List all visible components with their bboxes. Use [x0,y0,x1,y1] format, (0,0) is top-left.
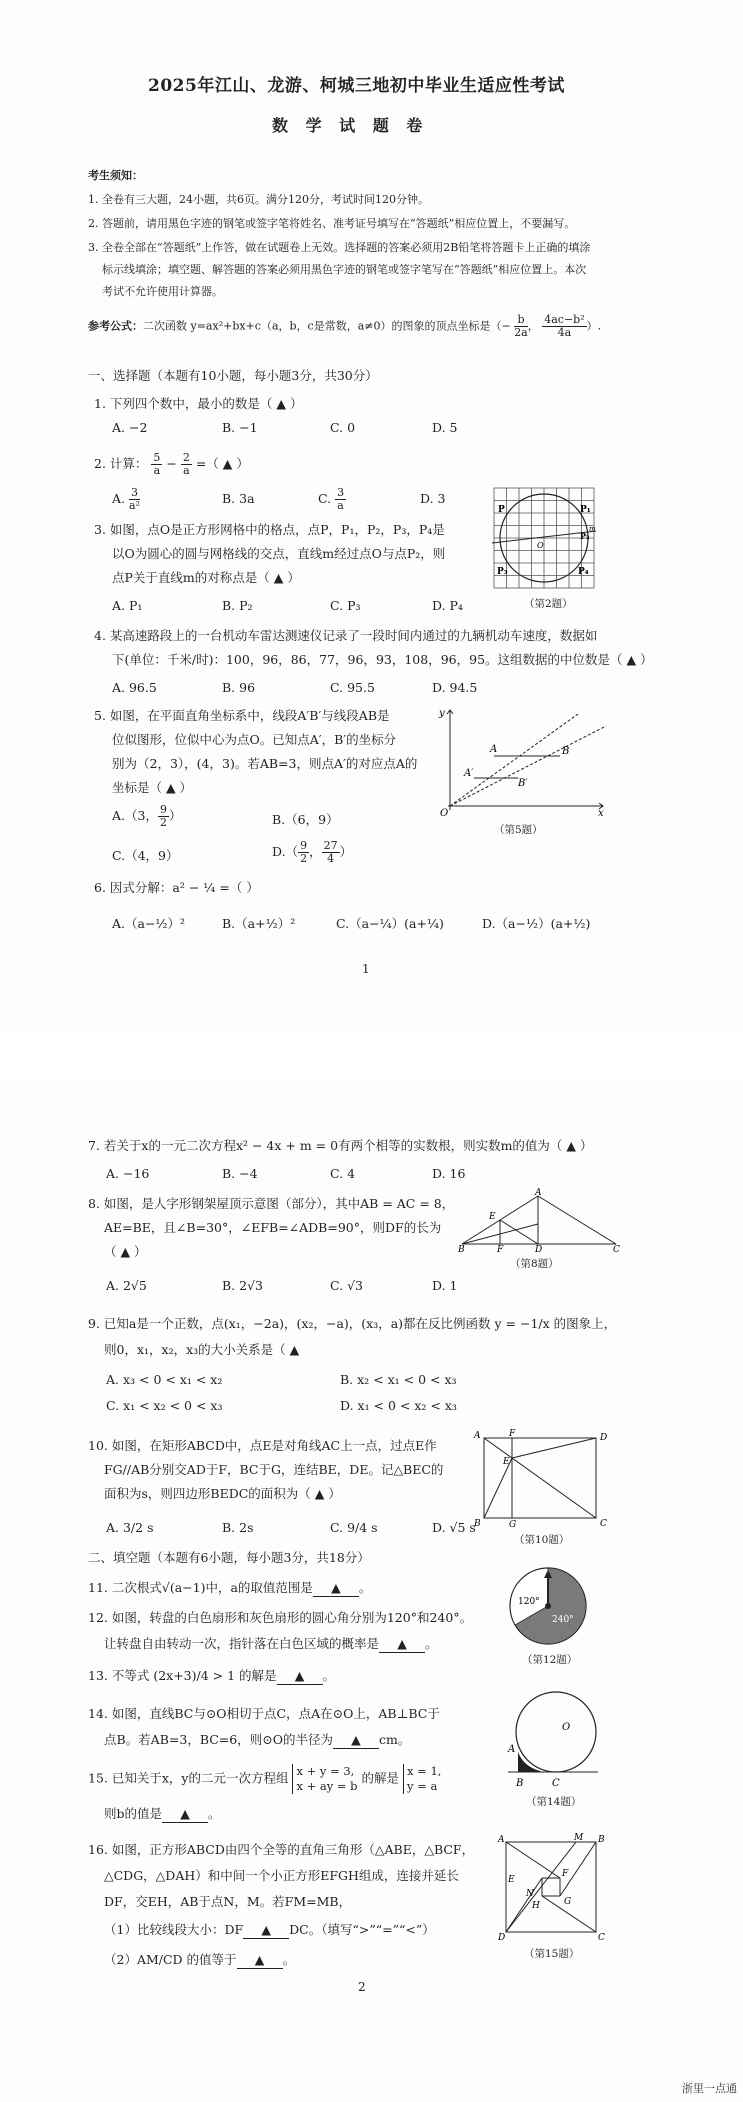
fig14-label: O [562,1722,571,1733]
q15-eq-1: x + y = 3, [296,1764,355,1778]
q6-option-b: B.（a+½）² [222,916,296,931]
fig10-label: G [509,1520,517,1530]
q5-opt-d-den: 4 [327,852,335,865]
q5-opt-d-pre: D.（ [272,844,299,859]
fig8-label: A [535,1188,542,1198]
q3-option-d: D. P₄ [432,598,463,613]
notice-line: 3. 全卷全部在“答题纸”上作答，做在试题卷上无效。选择题的答案必须用2B铅笔将答题卡上正确的填涂 [88,241,591,254]
question-9-line: 则0，x₁，x₂，x₃的大小关系是（ ▲ [104,1342,300,1357]
figure-14-tangent-circle [504,1684,600,1792]
q6-option-c: C.（a−¼）(a+¼) [336,916,444,931]
q15-sol-2: y = a [407,1779,438,1793]
q2-opt-c-label: C. [318,491,332,506]
q15-mid: 的解是 [361,1770,400,1786]
q13-text: 13. 不等式 (2x+3)/4 > 1 的解是 [88,1668,277,1683]
question-12-line: 让转盘自由转动一次，指针落在白色区域的概率是 ▲ 。 [104,1636,438,1651]
question-8-line: （ ▲ ） [104,1244,147,1259]
fig16-label: F [562,1869,569,1879]
fig2-label: P₄ [578,567,589,577]
fig10-label: E [503,1457,510,1467]
q9-option-c: C. x₁ < x₂ < 0 < x₃ [106,1398,223,1413]
fig2-label: P₂ [580,531,590,541]
figure-5-caption: （第5题） [494,824,543,836]
figure-16-square-pinwheel [496,1832,604,1942]
q3-option-a: A. P₁ [112,598,143,613]
q14-unit: cm。 [378,1732,411,1747]
q16-part1-tail: DC。（填写“>”“=”“<”） [289,1922,435,1937]
q6-option-d: D.（a−½）(a+½) [482,916,591,931]
fig14-label: A [508,1744,516,1755]
q5-opt-d-num: 27 [323,839,338,852]
q2-text: 2. 计算： [94,456,148,471]
question-10-line: 10. 如图，在矩形ABCD中，点E是对角线AC上一点，过点E作 [88,1438,437,1453]
q2-option-a [112,487,140,512]
question-16-part-1 [104,1922,435,1939]
fig2-label: m [589,525,596,533]
exam-title: 2025年江山、龙游、柯城三地初中毕业生适应性考试 [148,76,565,96]
question-6: 6. 因式分解：a² − ¼ =（ ） [94,880,259,895]
question-5-line: 别为（2，3），(4，3)。若AB=3，则点A′的对应点A的 [112,756,418,771]
q5-option-c: C.（4，9） [112,848,179,863]
q10-option-d: D. √5 s [432,1520,476,1535]
question-16-part-2: （2）AM/CD 的值等于 ▲ 。 [104,1952,296,1967]
q10-option-c: C. 9/4 s [330,1520,378,1535]
q5-opt-a-end: ） [168,808,182,823]
formula-text: 二次函数 y=ax²+bx+c（a，b，c是常数，a≠0）的图象的顶点坐标是（− [143,319,511,333]
q16-part1-blank[interactable]: ▲ [243,1922,289,1939]
question-5-line: 位似图形，位似中心为点O。已知点A′，B′的坐标分 [112,732,397,747]
q15-eq-2: x + ay = b [296,1779,358,1793]
fig16-label: G [564,1897,572,1907]
section-1-heading: 一、选择题（本题有10小题，每小题3分，共30分） [88,368,378,383]
q16-part1-text: （1）比较线段大小：DF [104,1922,244,1937]
question-4-line: 4. 某高速路段上的一台机动车雷达测速仪记录了一段时间内通过的九辆机动车速度，数据如 [94,628,598,643]
question-7: 7. 若关于x的一元二次方程x² − 4x + m = 0有两个相等的实数根，则实数m的值为（ ▲ ） [88,1138,593,1153]
fig16-label: H [532,1901,540,1911]
fig8-label: F [497,1245,504,1255]
notice-line: 2. 答题前，请用黑色字迹的钢笔或签字笔将姓名、准考证号填写在“答题纸”相应位置上，不要漏写。 [88,217,576,230]
fig10-label: A [474,1431,481,1441]
question-16-line: △CDG，△DAH）和中间一个小正方形EFGH组成，连接并延长 [104,1868,459,1883]
q7-option-a: A. −16 [106,1166,150,1181]
fig2-label: P [498,505,505,515]
q7-option-b: B. −4 [222,1166,258,1181]
fig16-label: E [508,1875,515,1885]
question-5-line: 5. 如图，在平面直角坐标系中，线段A′B′与线段AB是 [94,708,390,723]
q7-option-c: C. 4 [330,1166,356,1181]
q2-end: =（ ▲ ） [195,456,249,471]
reference-formula: 参考公式：二次函数 y=ax²+bx+c（a，b，c是常数，a≠0）的图象的顶点坐标是（− $\frac{b}{2a}$ ， $\frac{\text{4ac−b²}}{4a}$ ）. [88,313,602,339]
figure-14-caption: （第14题） [526,1796,582,1808]
fig16-label: D [498,1933,506,1943]
q16-part2-blank[interactable]: ▲ [237,1952,283,1969]
q3-option-c: C. P₃ [330,598,361,613]
q12-text: 让转盘自由转动一次，指针落在白色区域的概率是 [104,1636,380,1651]
notice-line: 考试不允许使用计算器。 [102,285,223,298]
figure-2-caption: （第2题） [524,598,573,610]
fig16-label: C [598,1933,605,1943]
figure-10-rectangle [472,1428,612,1528]
q15-answer-blank[interactable]: ▲ [162,1806,208,1823]
fig2-label: O [537,541,544,550]
q5-option-b: B.（6，9） [272,812,339,827]
q10-option-b: B. 2s [222,1520,254,1535]
q2-opt-a-den: a² [129,499,140,512]
question-8-line: 8. 如图，是人字形钢架屋顶示意图（部分），其中AB = AC = 8， [88,1196,455,1211]
fig5-label: B [562,746,570,757]
question-11: 11. 二次根式√(a−1)中，a的取值范围是 ▲ 。 [88,1580,372,1595]
q5-opt-a-pre: A.（3， [112,808,158,823]
q2-option-d: D. 3 [420,491,446,506]
notice-heading: 考生须知： [88,169,143,182]
fig10-label: C [600,1519,607,1529]
q15-system [292,1764,357,1794]
fig2-label: P₁ [580,505,591,515]
fig16-label: N [526,1889,534,1899]
figure-5-similar-segments [438,706,608,819]
fig8-label: D [535,1245,543,1255]
question-14-line [104,1732,410,1749]
question-12-line: 12. 如图，转盘的白色扇形和灰色扇形的圆心角分别为120°和240°。 [88,1610,473,1625]
q4-option-a: A. 96.5 [112,680,157,695]
fig14-label: B [516,1778,524,1789]
q1-option-c: C. 0 [330,420,356,435]
fig16-label: A [498,1835,505,1845]
question-5-line: 坐标是（ ▲ ） [112,780,193,795]
q2-minus: − [166,456,177,471]
exam-page-2 [0,1080,743,2102]
question-14-line: 14. 如图，直线BC与⊙O相切于点C，点A在⊙O上，AB⊥BC于 [88,1706,440,1721]
q10-option-a: A. 3/2 s [106,1520,154,1535]
q5-opt-d-num: 9 [300,839,308,852]
q12-answer-blank[interactable]: ▲ [379,1636,425,1653]
figure-2-grid-circle [492,486,596,590]
figure-8-caption: （第8题） [510,1258,559,1270]
q2-option-b: B. 3a [222,491,255,506]
fig10-label: B [474,1519,481,1529]
fig8-label: E [489,1212,496,1222]
q2-frac-num: 2 [182,451,190,464]
figure-12-spinner [506,1564,590,1648]
q2-frac-num: 5 [153,451,161,464]
fig16-label: M [574,1833,584,1843]
q4-option-d: D. 94.5 [432,680,478,695]
fig16-label: B [598,1835,605,1845]
q5-opt-d-end: ） [339,844,353,859]
fig8-label: C [613,1245,620,1255]
fig10-label: F [509,1429,516,1439]
section-2-heading: 二、填空题（本题有6小题，每小题3分，共18分） [88,1550,370,1565]
page-gap [0,1030,743,1080]
q2-option-c [318,487,346,512]
question-3-line: 3. 如图，点O是正方形网格中的格点，点P，P₁，P₂，P₃，P₄是 [94,522,445,537]
q11-text: 11. 二次根式√(a−1)中，a的取值范围是 [88,1580,313,1595]
q8-option-a: A. 2√5 [106,1278,147,1293]
watermark: 浙里一点通 [682,2082,737,2095]
fig14-label: C [552,1778,560,1789]
figure-8-roof-truss [456,1188,622,1255]
fig5-label: A′ [464,768,474,779]
q9-option-d: D. x₁ < 0 < x₂ < x₃ [340,1398,457,1413]
figure-10-caption: （第10题） [514,1534,570,1546]
q2-opt-a-label: A. [112,491,126,506]
q7-option-d: D. 16 [432,1166,466,1181]
formula-end: ）. [586,319,602,333]
q5-opt-d-den: 2 [300,852,308,865]
question-16-line: DF，交EH，AB于点N，M。若FM=MB， [104,1894,352,1909]
q15-sol-1: x = 1, [407,1764,442,1778]
q4-option-b: B. 96 [222,680,256,695]
question-1: 1. 下列四个数中，最小的数是（ ▲ ） [94,396,303,411]
q2-opt-c-num: 3 [337,486,345,499]
fig8-label: B [458,1245,465,1255]
q3-option-b: B. P₂ [222,598,253,613]
page-number: 1 [362,962,370,976]
q8-option-d: D. 1 [432,1278,458,1293]
page-number: 2 [358,1980,366,1994]
notice-line: 1. 全卷有三大题，24小题，共6页。满分120分，考试时间120分钟。 [88,193,429,206]
q2-opt-c-den: a [337,499,344,512]
question-3-line: 点P关于直线m的对称点是（ ▲ ） [112,570,300,585]
q8-option-c: C. √3 [330,1278,363,1293]
fig10-label: D [600,1433,608,1443]
q2-opt-a-num: 3 [131,486,138,499]
q5-opt-a-den: 2 [159,816,167,829]
q5-option-a [112,804,181,829]
formula-frac-den: 4a [557,326,572,339]
q5-option-d [272,840,352,865]
q16-part2-text: （2）AM/CD 的值等于 [104,1952,237,1967]
fig12-label: 120° [518,1597,540,1607]
figure-12-caption: （第12题） [522,1654,578,1666]
q1-option-b: B. −1 [222,420,258,435]
question-2 [94,452,249,477]
q14-answer-blank[interactable]: ▲ [333,1732,379,1749]
question-8-line: AE=BE，且∠B=30°，∠EFB=∠ADB=90°，则DF的长为 [104,1220,442,1235]
q15-text: 15. 已知关于x，y的二元一次方程组 [88,1770,289,1786]
question-4-line: 下(单位：千米/时)：100，96，86，77，96，93，108，96，95。这组数据的中位数是（ ▲ ） [112,652,653,667]
q5-opt-a-num: 9 [159,803,167,816]
fig2-label: P₃ [497,567,508,577]
formula-frac-den: 2a [514,326,528,339]
q6-option-a: A.（a−½）² [112,916,186,931]
q13-answer-blank[interactable]: ▲ [277,1668,323,1685]
fig5-label: y [439,708,445,719]
q15-tail: 则b的值是 [104,1806,163,1821]
q1-option-a: A. −2 [112,420,148,435]
question-15 [88,1764,441,1794]
q11-answer-blank[interactable]: ▲ [313,1580,359,1597]
formula-label: 参考公式： [88,319,143,333]
q1-option-d: D. 5 [432,420,458,435]
q2-frac-den: a [153,464,161,477]
q4-option-c: C. 95.5 [330,680,375,695]
figure-16-caption: （第15题） [524,1948,580,1960]
q15-solution [403,1764,441,1794]
notice-line: 标示线填涂；填空题、解答题的答案必须用黑色字迹的钢笔或签字笔写在“答题纸”相应位置上。本次 [102,263,587,276]
formula-frac-num: 4ac−b² [544,313,585,326]
question-16-line: 16. 如图，正方形ABCD由四个全等的直角三角形（△ABE，△BCF， [88,1842,475,1857]
q9-option-a: A. x₃ < 0 < x₁ < x₂ [106,1372,223,1387]
q2-frac-den: a [183,464,190,477]
question-10-line: FG//AB分别交AD于F，BC于G，连结BE，DE。记△BEC的 [104,1462,444,1477]
exam-subtitle: 数 学 试 题 卷 [272,116,429,135]
question-10-line: 面积为s，则四边形BEDC的面积为（ ▲ ） [104,1486,341,1501]
q8-option-b: B. 2√3 [222,1278,264,1293]
q9-option-b: B. x₂ < x₁ < 0 < x₃ [340,1372,457,1387]
question-3-line: 以O为圆心的圆与网格线的交点，直线m经过点O与点P₂，则 [112,546,446,561]
formula-frac-num: b [514,314,528,327]
q14-text: 点B。若AB=3，BC=6，则⊙O的半径为 [104,1732,333,1747]
question-15-line: 则b的值是 ▲ 。 [104,1806,221,1821]
fig5-label: x [598,808,604,819]
q5-opt-d-sep: ， [309,844,322,859]
fig5-label: O [440,808,449,819]
fig5-label: B′ [518,778,528,789]
exam-page-1 [0,0,743,1030]
fig12-label: 240° [552,1615,574,1625]
fig5-label: A [490,744,498,755]
question-13: 13. 不等式 (2x+3)/4 > 1 的解是 ▲ 。 [88,1668,336,1683]
question-9-line: 9. 已知a是一个正数，点(x₁，−2a)，(x₂，−a)，(x₃，a)都在反比例函数 y = −1/x 的图象上， [88,1316,617,1331]
